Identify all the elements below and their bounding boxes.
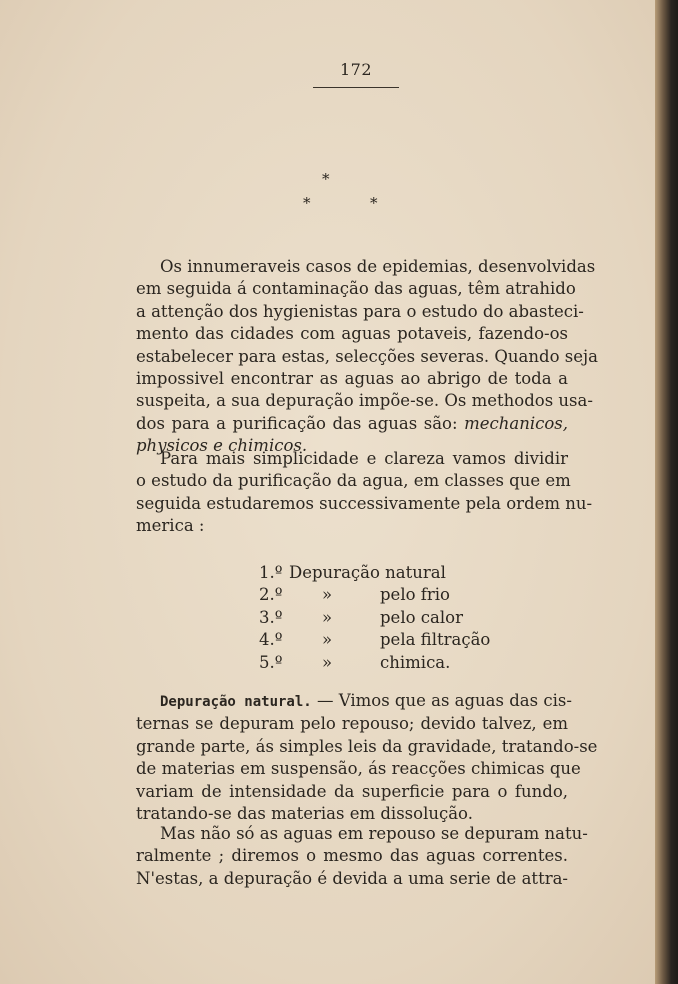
text-line: variam de intensidade da superficie para o fundo, (136, 781, 568, 801)
ornament-star-left: * (303, 194, 311, 212)
paragraph-aguas-correntes (136, 823, 588, 890)
ornament-star-right: * (370, 194, 378, 212)
list-text: chimica. (380, 652, 451, 672)
list-text: pelo frio (380, 585, 450, 605)
text-line: grande parte, ás simples leis da gravidade, tratando-se (136, 736, 598, 756)
paragraph-simplicidade (136, 448, 593, 538)
text-fragment: dos para a purificação das aguas são: (136, 413, 458, 433)
text-line: ternas se depuram pelo repouso; devido talvez, em (136, 714, 568, 734)
book-spine-edge (655, 0, 678, 984)
text-line: seguida estudaremos successivamente pela ordem nu- (136, 493, 593, 513)
header-rule (313, 87, 399, 88)
text-line: ralmente ; diremos o mesmo das aguas correntes. (136, 846, 568, 866)
text-line (136, 413, 568, 435)
text-line: Mas não só as aguas em repouso se depuram natu- (160, 824, 588, 843)
paragraph-depuracao-natural (136, 690, 598, 825)
page-number: 172 (339, 60, 373, 79)
list-number: 4.º (259, 630, 283, 650)
text-line: mento das cidades com aguas potaveis, fazendo-os (136, 324, 568, 344)
text-line: merica : (136, 516, 205, 536)
text-line (136, 690, 572, 713)
text-line: Para mais simplicidade e clareza vamos dividir (160, 449, 568, 468)
text-line: de materias em suspensão, ás reacções chimicas que (136, 759, 581, 779)
list-number: 2.º (259, 585, 283, 605)
ditto-mark: » (322, 607, 333, 627)
italic-term: physicos e chimicos. (136, 436, 308, 456)
text-line: N'estas, a depuração é devida a uma serie de attra- (136, 868, 568, 888)
text-line: em seguida á contaminação das aguas, têm atrahido (136, 279, 576, 299)
list-text: pelo calor (380, 607, 463, 627)
text-line: o estudo da purificação da agua, em classes que em (136, 471, 571, 491)
italic-term: mechanicos, (464, 413, 568, 433)
ditto-mark: » (322, 652, 333, 672)
text-line: suspeita, a sua depuração impõe-se. Os methodos usa- (136, 391, 593, 411)
ditto-mark: » (322, 630, 333, 650)
list-text: Depuração natural (289, 563, 446, 582)
list-text: pela filtração (380, 630, 491, 650)
ditto-mark: » (322, 585, 333, 605)
ornament-star-top: * (322, 170, 330, 188)
list-number: 1.º (259, 563, 283, 582)
list-number: 5.º (259, 652, 283, 672)
text-line: Os innumeraveis casos de epidemias, desenvolvidas (160, 257, 596, 276)
text-line: tratando-se das materias em dissolução. (136, 804, 473, 824)
text-line: a attenção dos hygienistas para o estudo do abasteci- (136, 301, 584, 321)
text-fragment: — Vimos que as aguas das cis- (316, 691, 572, 710)
section-lead: Depuração natural. (160, 694, 312, 710)
text-line: estabelecer para estas, selecções severas. Quando seja (136, 346, 598, 366)
list-number: 3.º (259, 607, 283, 627)
paragraph-epidemias (136, 256, 598, 458)
text-line: impossivel encontrar as aguas ao abrigo de toda a (136, 369, 568, 389)
